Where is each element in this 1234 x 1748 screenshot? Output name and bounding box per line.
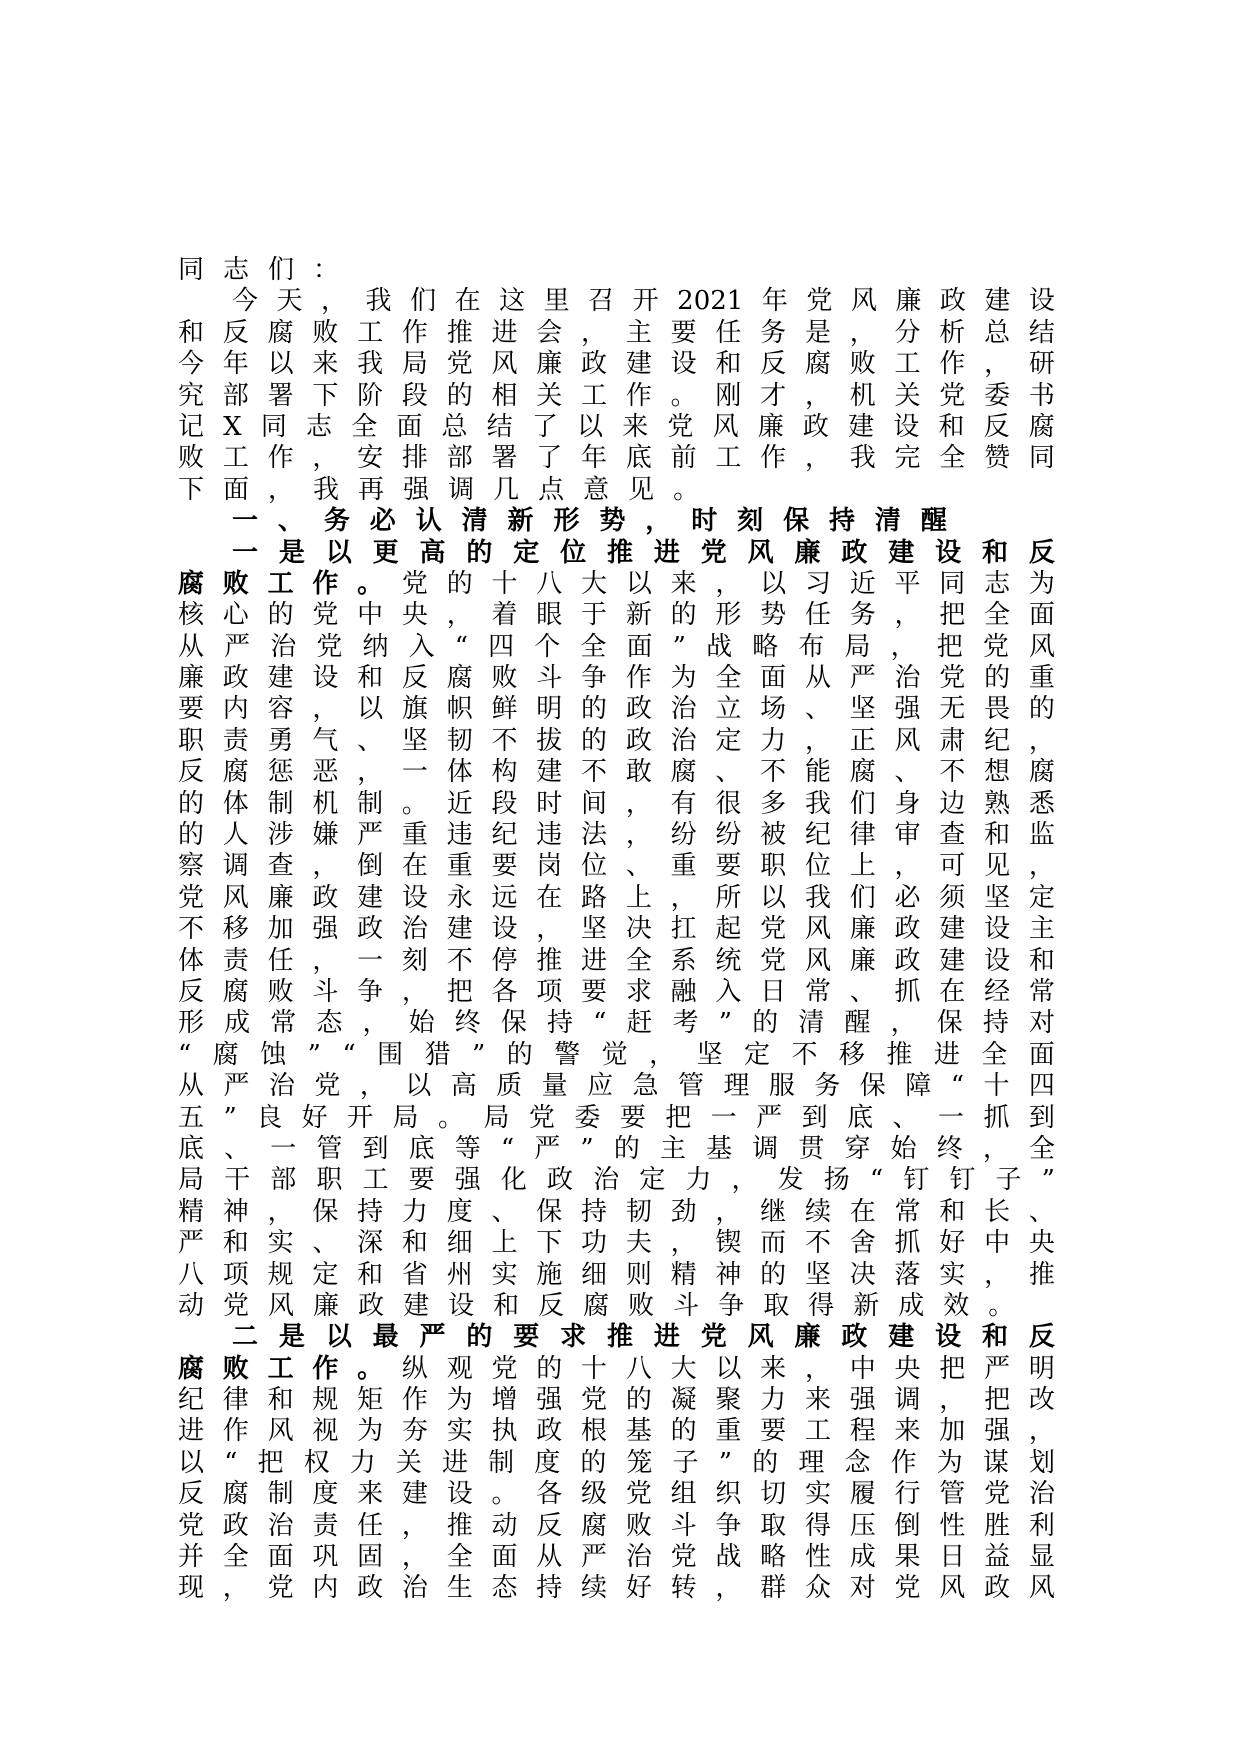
- text-line: 的 体 制 机 制 。 近 段 时 间 ， 有 很 多 我 们 身 边 熟 悉: [178, 788, 1055, 819]
- text-line: 党 风 廉 政 建 设 永 远 在 路 上 ， 所 以 我 们 必 须 坚 定: [178, 882, 1055, 913]
- text-line: 党 政 治 责 任 ， 推 动 反 腐 败 斗 争 取 得 压 倒 性 胜 利: [178, 1510, 1055, 1541]
- text-line: 形 成 常 态 ， 始 终 保 持 “ 赶 考 ” 的 清 醒 ， 保 持 对: [178, 1008, 1055, 1039]
- text-line: 腐 败 工 作 。 纵 观 党 的 十 八 大 以 来 ， 中 央 把 严 明: [178, 1353, 1055, 1384]
- text-line: 五 ” 良 好 开 局 。 局 党 委 要 把 一 严 到 底 、 一 抓 到: [178, 1102, 1055, 1133]
- text-line: 局 干 部 职 工 要 强 化 政 治 定 力 ， 发 扬 “ 钉 钉 子 ”: [178, 1165, 1055, 1196]
- text-line: 体 责 任 ， 一 刻 不 停 推 进 全 系 统 党 风 廉 政 建 设 和: [178, 945, 1055, 976]
- text-line: 同 志 们 ：: [178, 255, 340, 285]
- text-line: 并 全 面 巩 固 ， 全 面 从 严 治 党 战 略 性 成 果 日 益 显: [178, 1542, 1055, 1573]
- text-line: 反 腐 败 斗 争 ， 把 各 项 要 求 融 入 日 常 、 抓 在 经 常: [178, 976, 1055, 1007]
- text-line: 究 部 署 下 阶 段 的 相 关 工 作 。 刚 才 ， 机 关 党 委 书: [178, 380, 1055, 411]
- text-line: 底 、 一 管 到 底 等 “ 严 ” 的 主 基 调 贯 穿 始 终 ， 全: [178, 1133, 1055, 1164]
- text-line: 的 人 涉 嫌 严 重 违 纪 违 法 ， 纷 纷 被 纪 律 审 查 和 监: [178, 820, 1055, 851]
- text-line: 要 内 容 ， 以 旗 帜 鲜 明 的 政 治 立 场 、 坚 强 无 畏 的: [178, 694, 1055, 725]
- text-line: 反 腐 惩 恶 ， 一 体 构 建 不 敢 腐 、 不 能 腐 、 不 想 腐: [178, 757, 1055, 788]
- text-line: 不 移 加 强 政 治 建 设 ， 坚 决 扛 起 党 风 廉 政 建 设 主: [178, 914, 1055, 945]
- text-line: 败 工 作 ， 安 排 部 署 了 年 底 前 工 作 ， 我 完 全 赞 同: [178, 443, 1055, 474]
- text-line: 反 腐 制 度 来 建 设 。 各 级 党 组 织 切 实 履 行 管 党 治: [178, 1479, 1055, 1510]
- text-line: 纪 律 和 规 矩 作 为 增 强 党 的 凝 聚 力 来 强 调 ， 把 改: [178, 1385, 1055, 1416]
- text-line: 八 项 规 定 和 省 州 实 施 细 则 精 神 的 坚 决 落 实 ， 推: [178, 1259, 1055, 1290]
- text-line: 和 反 腐 败 工 作 推 进 会 ， 主 要 任 务 是 ， 分 析 总 结: [178, 317, 1055, 348]
- text-line: 一 是 以 更 高 的 定 位 推 进 党 风 廉 政 建 设 和 反: [232, 537, 1055, 568]
- text-line: 廉 政 建 设 和 反 腐 败 斗 争 作 为 全 面 从 严 治 党 的 重: [178, 663, 1055, 694]
- text-line: 核 心 的 党 中 央 ， 着 眼 于 新 的 形 势 任 务 ， 把 全 面: [178, 600, 1055, 631]
- text-line: 严 和 实 、 深 和 细 上 下 功 夫 ， 锲 而 不 舍 抓 好 中 央: [178, 1228, 1055, 1259]
- text-line: 动 党 风 廉 政 建 设 和 反 腐 败 斗 争 取 得 新 成 效 。: [178, 1290, 1015, 1321]
- text-line: “ 腐 蚀 ” “ 围 猎 ” 的 警 觉 ， 坚 定 不 移 推 进 全 面: [178, 1039, 1055, 1070]
- text-line: 进 作 风 视 为 夯 实 执 政 根 基 的 重 要 工 程 来 加 强 ，: [178, 1416, 1055, 1447]
- text-line: 从 严 治 党 纳 入 “ 四 个 全 面 ” 战 略 布 局 ， 把 党 风: [178, 631, 1055, 662]
- text-line: 从 严 治 党 ， 以 高 质 量 应 急 管 理 服 务 保 障 “ 十 四: [178, 1071, 1055, 1102]
- text-line: 今 年 以 来 我 局 党 风 廉 政 建 设 和 反 腐 败 工 作 ， 研: [178, 349, 1055, 380]
- text-line: 记 X 同 志 全 面 总 结 了 以 来 党 风 廉 政 建 设 和 反 腐: [178, 411, 1055, 442]
- section-heading: 一 、 务 必 认 清 新 形 势 ， 时 刻 保 持 清 醒: [232, 506, 947, 537]
- text-line: 腐 败 工 作 。 党 的 十 八 大 以 来 ， 以 习 近 平 同 志 为: [178, 568, 1055, 599]
- text-line: 今 天 ， 我 们 在 这 里 召 开 2021 年 党 风 廉 政 建 设: [232, 286, 1055, 317]
- text-line: 精 神 ， 保 持 力 度 、 保 持 韧 劲 ， 继 续 在 常 和 长 、: [178, 1196, 1055, 1227]
- text-line: 察 调 查 ， 倒 在 重 要 岗 位 、 重 要 职 位 上 ， 可 见 ，: [178, 851, 1055, 882]
- text-line: 职 责 勇 气 、 坚 韧 不 拔 的 政 治 定 力 ， 正 风 肃 纪 ，: [178, 725, 1055, 756]
- text-line: 下 面 ， 我 再 强 调 几 点 意 见 。: [178, 474, 700, 505]
- text-line: 现 ， 党 内 政 治 生 态 持 续 好 转 ， 群 众 对 党 风 政 风: [178, 1573, 1055, 1604]
- text-line: 二 是 以 最 严 的 要 求 推 进 党 风 廉 政 建 设 和 反: [232, 1322, 1055, 1353]
- text-line: 以 “ 把 权 力 关 进 制 度 的 笼 子 ” 的 理 念 作 为 谋 划: [178, 1447, 1055, 1478]
- speech-body: [178, 255, 1055, 1605]
